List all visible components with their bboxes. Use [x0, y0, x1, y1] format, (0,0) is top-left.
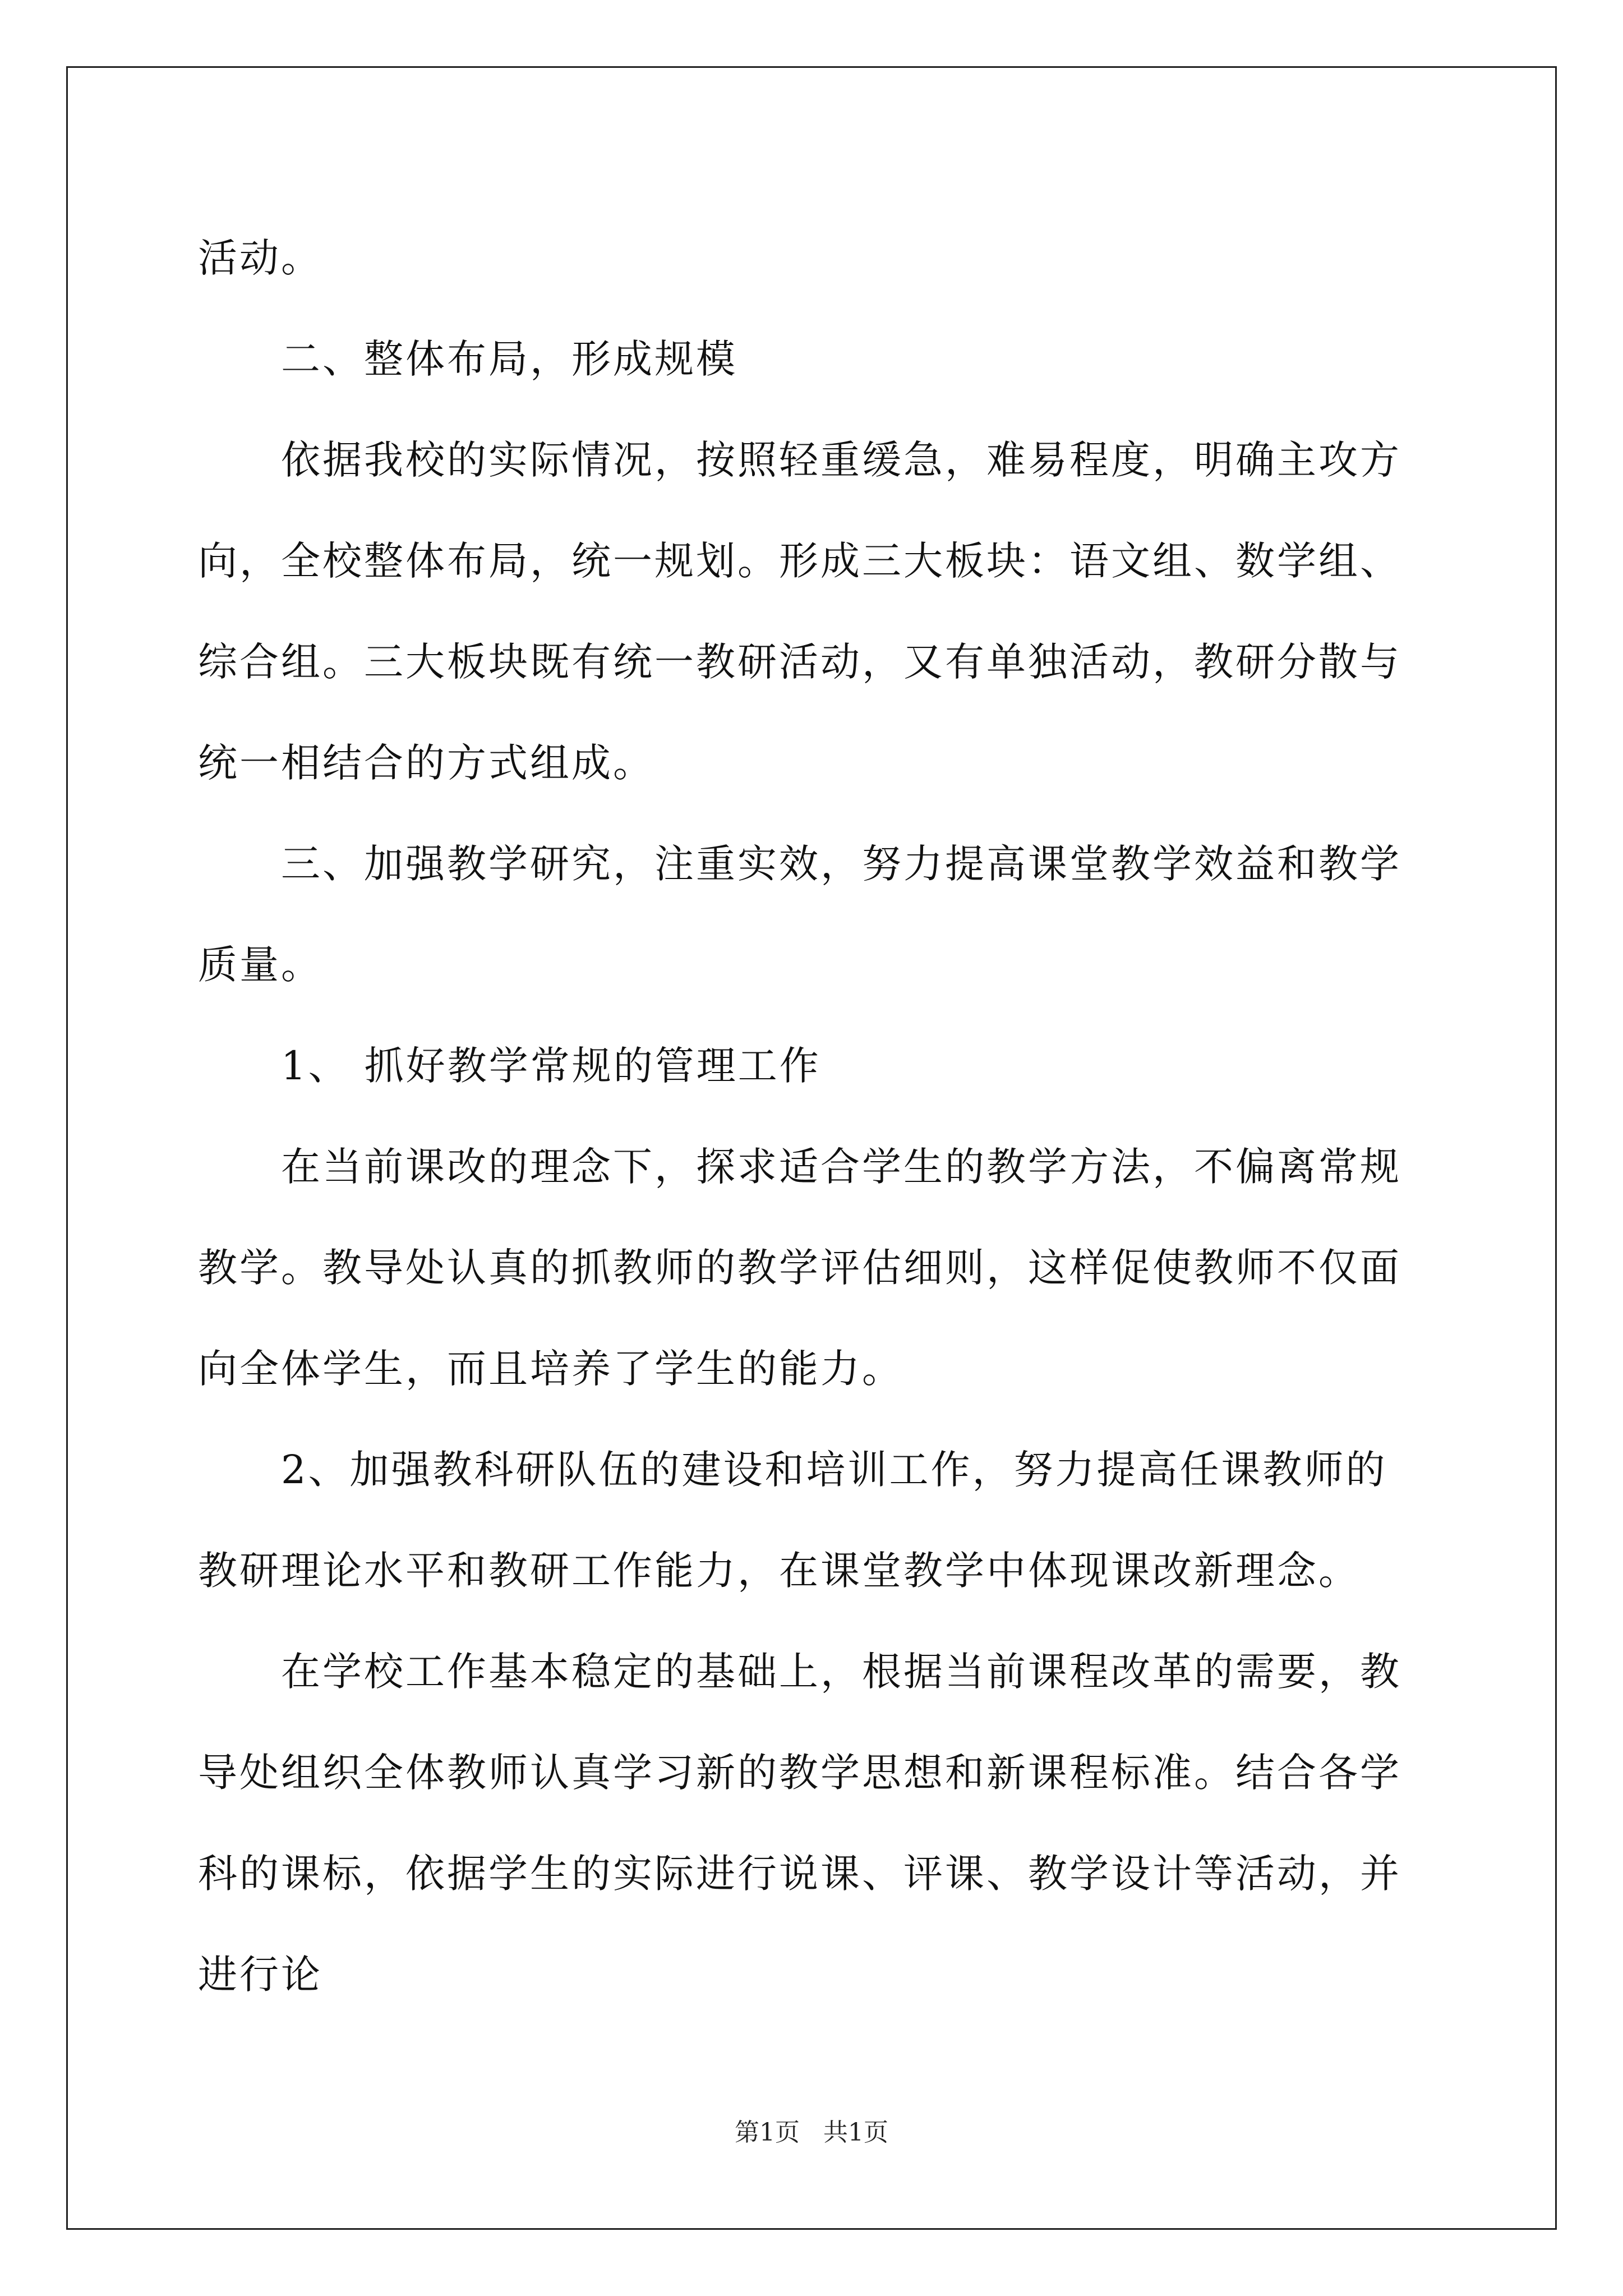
paragraph-4: 三、加强教学研究，注重实效，努力提高课堂教学效益和教学质量。	[198, 841, 1401, 988]
paragraph-2: 二、整体布局，形成规模	[281, 336, 737, 382]
paragraph-5: 1、 抓好教学常规的管理工作	[281, 1043, 821, 1089]
paragraph-7: 2、加强教科研队伍的建设和培训工作，努力提高任课教师的教研理论水平和教研工作能力，在课堂教学中体现课改新理念。	[198, 1447, 1387, 1594]
page-footer	[0, 2116, 1623, 2150]
paragraph-8: 在学校工作基本稳定的基础上，根据当前课程改革的需要，教导处组织全体教师认真学习新的教学思想和新课程标准。结合各学科的课标，依据学生的实际进行说课、评课、教学设计等活动，并进行论	[198, 1649, 1401, 1998]
document-body	[198, 208, 1426, 2025]
paragraph-1: 活动。	[198, 235, 322, 281]
paragraph-3: 依据我校的实际情况，按照轻重缓急，难易程度，明确主攻方向，全校整体布局，统一规划。形成三大板块：语文组、数学组、综合组。三大板块既有统一教研活动，又有单独活动，教研分散与统一相结合的方式组成。	[198, 437, 1401, 786]
page-total: 共1页	[823, 2118, 888, 2147]
page-number: 第1页	[735, 2118, 800, 2147]
paragraph-6: 在当前课改的理念下，探求适合学生的教学方法，不偏离常规教学。教导处认真的抓教师的教学评估细则，这样促使教师不仅面向全体学生，而且培养了学生的能力。	[198, 1144, 1401, 1392]
footer-gap	[800, 2118, 823, 2147]
